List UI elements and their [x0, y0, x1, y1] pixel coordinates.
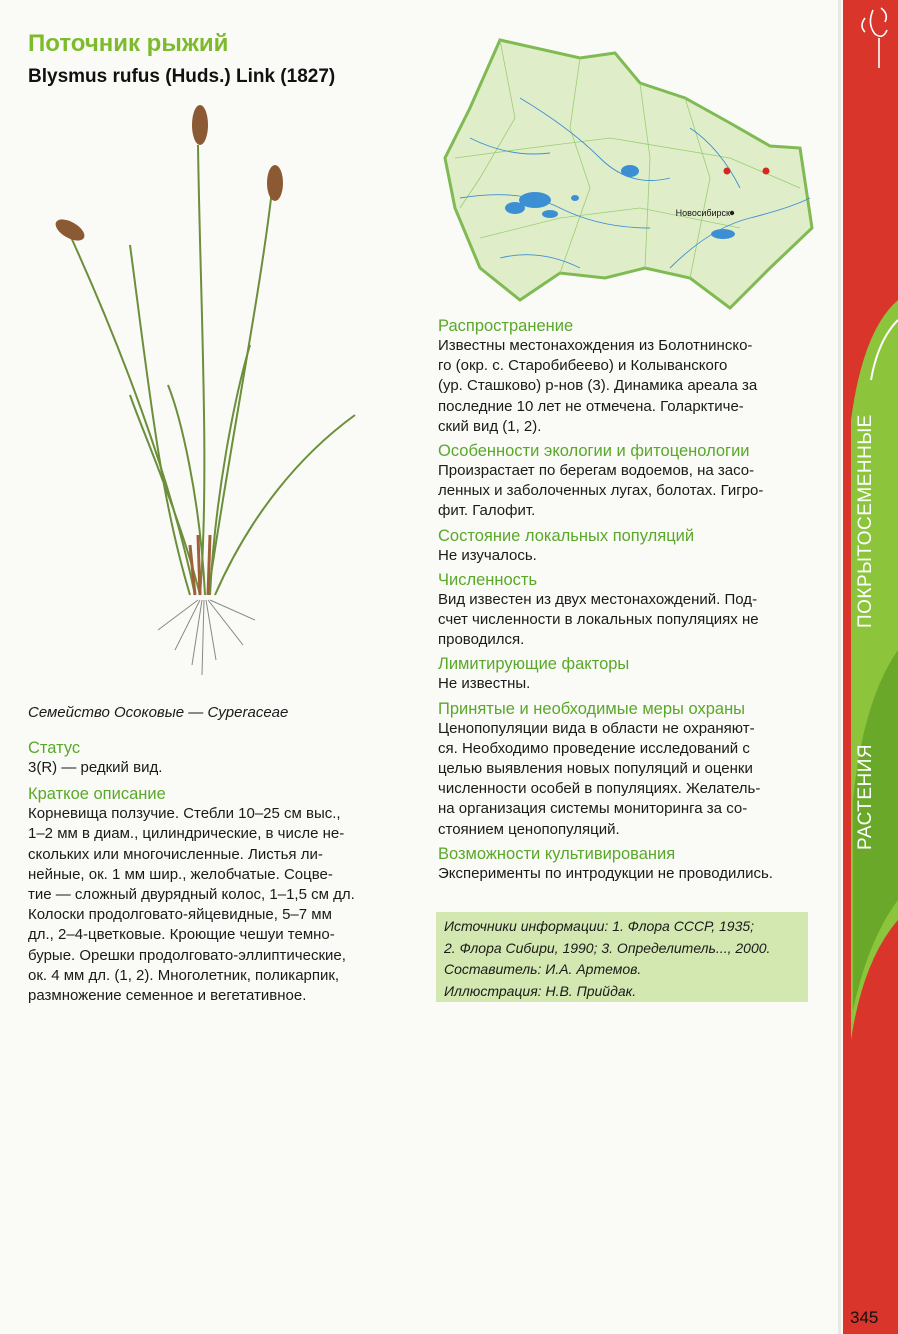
city-marker [730, 211, 734, 215]
populations-heading: Состояние локальных популяций [438, 526, 695, 545]
description-line: бурые. Орешки продолговато-эллиптические, [28, 946, 346, 964]
kingdom-label: РАСТЕНИЯ [855, 743, 876, 850]
protection-line: стоянием ценопопуляций. [438, 820, 620, 838]
spikelet [52, 215, 88, 245]
sidebar-shapes [843, 0, 898, 1334]
protection-line: Ценопопуляции вида в области не охраняют- [438, 719, 755, 737]
species-title: Поточник рыжий [28, 30, 229, 57]
cultivation-heading: Возможности культивирования [438, 844, 676, 863]
distribution-line: ский вид (1, 2). [438, 417, 542, 435]
distribution-line: го (окр. с. Старобибеево) и Колыванского [438, 357, 728, 375]
illustrator-line: Иллюстрация: Н.В. Прийдак. [444, 982, 637, 999]
description-line: скольких или многочисленные. Листья ли- [28, 845, 323, 863]
compiler-line: Составитель: И.А. Артемов. [444, 961, 642, 977]
ecology-line: фит. Галофит. [438, 502, 536, 520]
location-point [724, 168, 731, 175]
populations-text: Не изучалось. [438, 546, 537, 564]
distribution-heading: Распространение [438, 317, 574, 335]
roots [158, 600, 255, 675]
plant-illustration [40, 95, 380, 695]
abundance-line: проводился. [438, 631, 525, 649]
abundance-heading: Численность [438, 570, 538, 589]
description-line: дл., 2–4-цветковые. Кроющие чешуи темно- [28, 926, 335, 944]
status-text: 3(R) — редкий вид. [28, 759, 163, 776]
page-edge [838, 0, 841, 1334]
description-line: Корневища ползучие. Стебли 10–25 см выс., [28, 805, 341, 823]
description-line: нейные, ок. 1 мм шир., желобчатые. Соцве- [28, 865, 333, 883]
description-line: тие — сложный двурядный колос, 1–1,5 см дл. [28, 886, 355, 904]
description-line: Колоски продолговато-яйцевидные, 5–7 мм [28, 906, 332, 924]
sources-box [436, 912, 808, 1002]
plant-family: Семейство Осоковые — Cyperaceae [28, 704, 289, 721]
right-column [438, 316, 810, 884]
protection-heading: Принятые и необходимые меры охраны [438, 699, 746, 718]
distribution-line: (ур. Сташково) р-нов (3). Динамика ареала за [438, 377, 758, 395]
location-point [763, 168, 770, 175]
status-heading: Статус [28, 739, 81, 757]
abundance-line: счет численности в локальных популяциях не [438, 611, 759, 629]
limiting-factors-text: Не известны. [438, 675, 531, 693]
description-line: размножение семенное и вегетативное. [28, 987, 307, 1005]
species-latin-name: Blysmus rufus (Huds.) Link (1827) [28, 66, 336, 87]
distribution-line: Известны местонахождения из Болотнинско- [438, 337, 753, 354]
description-line: 1–2 мм в диам., цилиндрические, в числе не- [28, 825, 345, 843]
limiting-factors-heading: Лимитирующие факторы [438, 655, 630, 674]
orchid-icon [862, 8, 887, 68]
plant-stem [208, 190, 272, 595]
spikelet [267, 165, 283, 201]
ecology-heading: Особенности экологии и фитоценологии [438, 442, 750, 461]
description-line: ок. 4 мм дл. (1, 2). Многолетник, поликарпик, [28, 966, 340, 984]
protection-line: на организация системы мониторинга за со- [438, 800, 748, 818]
ecology-line: Произрастает по берегам водоемов, на засо- [438, 462, 755, 480]
protection-line: ся. Необходимо проведение исследований с [438, 739, 750, 757]
sources-line: Источники информации: 1. Флора СССР, 1935; [444, 918, 755, 934]
page-number: 345 [850, 1308, 879, 1327]
distribution-map [440, 38, 816, 310]
abundance-line: Вид известен из двух местонахождений. Под- [438, 590, 758, 608]
left-column [28, 738, 393, 1006]
ecology-line: ленных и заболоченных лугах, болотах. Гигро- [438, 482, 764, 500]
category-label: ПОКРЫТОСЕМЕННЫЕ [855, 414, 876, 628]
cultivation-text: Эксперименты по интродукции не проводились. [438, 864, 773, 882]
spikelet [192, 105, 208, 145]
description-heading: Краткое описание [28, 785, 166, 804]
protection-line: целью выявления новых популяций и оценки [438, 760, 753, 778]
sources-line: 2. Флора Сибири, 1990; 3. Определитель..., 2000. [444, 939, 771, 956]
city-label: Новосибирск [675, 208, 730, 218]
protection-line: численности особей в популяциях. Желатель- [438, 780, 761, 798]
distribution-line: последние 10 лет не отмечена. Голарктиче- [438, 397, 744, 415]
